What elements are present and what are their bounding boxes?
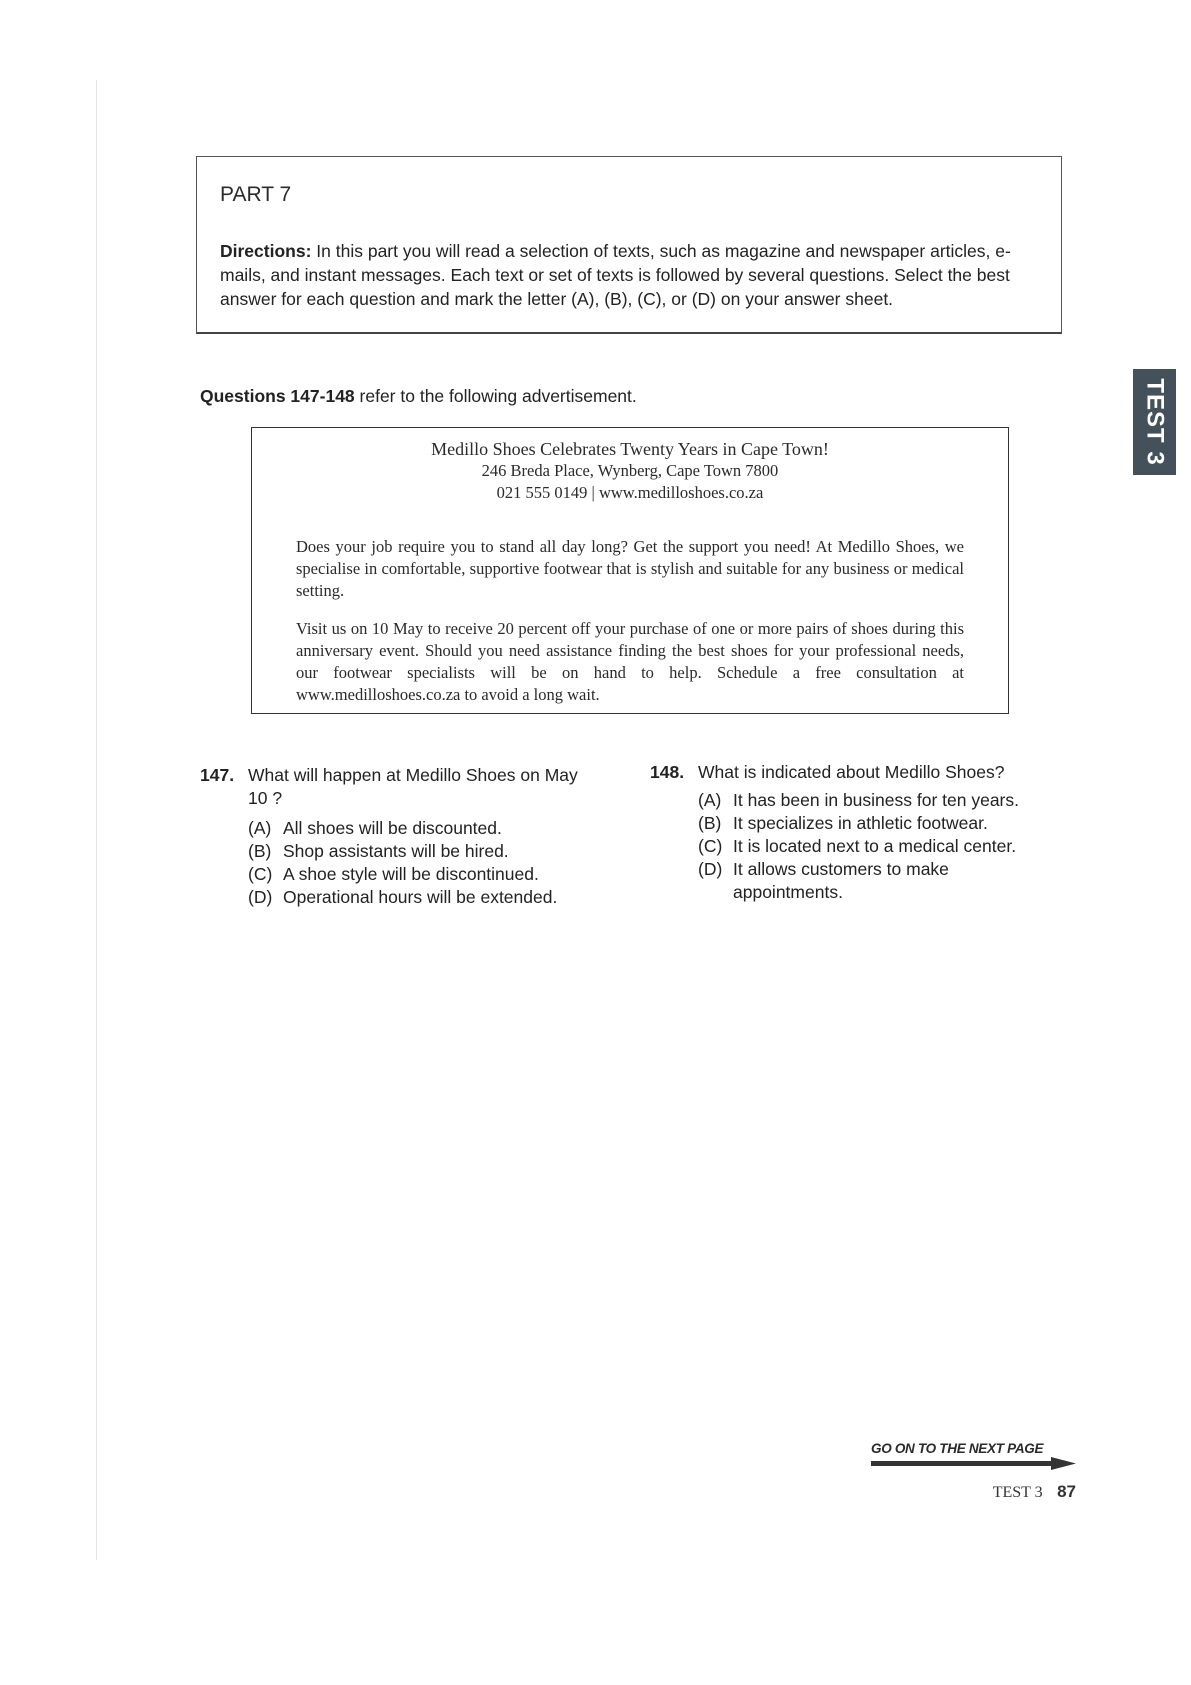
advertisement-header [252,438,1008,504]
option-text: It has been in business for ten years. [733,790,1019,810]
option-text: Shop assistants will be hired. [283,841,509,861]
directions-body: In this part you will read a selection of texts, such as magazine and newspaper articles, e-mails, and instant messages. Each text or set of texts is followed by several questions. Select the best answer for each question and mark the letter (A), (B), (C), or (D) on your answer sheet. [220,241,1011,309]
side-tab-label: TEST 3 [1141,378,1169,466]
option-text: Operational hours will be extended. [283,887,558,907]
ad-address: 246 Breda Place, Wynberg, Cape Town 7800 [481,461,779,480]
option-letter: (A) [698,790,722,810]
page-number: 87 [1057,1482,1076,1501]
next-page-indicator[interactable] [871,1441,1076,1471]
page-edge-shadow [96,80,97,1560]
question-text: What is indicated about Medillo Shoes? [698,762,1005,782]
directions-text [220,239,1050,311]
question-147 [200,764,600,909]
arrow-right-icon [871,1457,1076,1471]
answer-option-b[interactable] [248,840,600,863]
answer-option-c[interactable] [248,863,600,886]
next-page-label: GO ON TO THE NEXT PAGE [871,1441,1044,1456]
directions-label: Directions: [220,241,312,261]
question-number: 147. [200,765,235,785]
ad-contact: 021 555 0149 | www.medilloshoes.co.za [496,483,764,502]
answer-option-d[interactable] [698,858,1050,904]
option-text: A shoe style will be discontinued. [283,864,539,884]
option-letter: (D) [698,859,723,879]
answer-options [248,817,600,909]
question-number: 148. [650,762,685,782]
option-letter: (D) [248,887,273,907]
option-letter: (B) [248,841,272,861]
option-letter: (C) [248,864,273,884]
answer-option-c[interactable] [698,835,1050,858]
ad-paragraph-1: Does your job require you to stand all day long? Get the support you need! At Medillo Shoes, we specialise in comfortable, supportive footwear that is stylish and suitable for any business or medical setting. [296,536,964,600]
option-text: It specializes in athletic footwear. [733,813,988,833]
questions-intro [200,386,637,407]
ad-title: Medillo Shoes Celebrates Twenty Years in Cape Town! [431,439,829,459]
question-text: What will happen at Medillo Shoes on May 10 ? [248,765,578,808]
answer-options [698,789,1050,904]
footer-test-label: TEST 3 [992,1484,1043,1501]
advertisement-box [251,427,1009,714]
option-letter: (B) [698,813,722,833]
answer-option-b[interactable] [698,812,1050,835]
questions-intro-text: refer to the following advertisement. [359,386,637,406]
answer-option-a[interactable] [698,789,1050,812]
questions-range: Questions 147-148 [200,386,355,406]
ad-paragraph-2: Visit us on 10 May to receive 20 percent off your purchase of one or more pairs of shoes during this anniversary event. Should you need assistance finding the best shoes for your professional needs, our footwear specialists will be on hand to help. Schedule a free consultation at www.medilloshoes.co.za to avoid a long wait. [296,618,964,704]
test-side-tab [1133,369,1176,475]
answer-option-d[interactable] [248,886,600,909]
part-title: PART 7 [220,183,292,206]
option-text: It allows customers to make appointments. [733,859,949,902]
page-footer [993,1482,1076,1502]
option-text: All shoes will be discounted. [283,818,502,838]
question-148 [650,761,1050,904]
option-letter: (C) [698,836,723,856]
answer-option-a[interactable] [248,817,600,840]
directions-box [196,156,1062,334]
option-text: It is located next to a medical center. [733,836,1017,856]
option-letter: (A) [248,818,272,838]
